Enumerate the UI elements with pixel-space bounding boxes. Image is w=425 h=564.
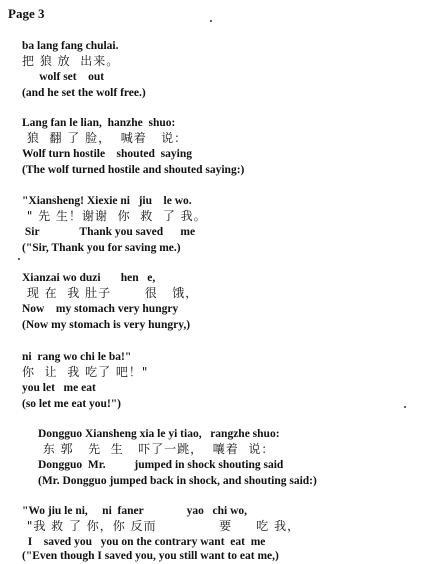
translation-line: (Now my stomach is very hungry,) <box>22 319 191 331</box>
scan-speck <box>18 258 20 260</box>
translation-line: (so let me eat you!") <box>22 398 121 410</box>
gloss-line: wolf set out <box>22 71 105 83</box>
pinyin-line: "Xiansheng! Xiexie ni jiu le wo. <box>22 195 192 207</box>
translation-line: (The wolf turned hostile and shouted saying:) <box>22 164 245 176</box>
hanzi-line: " 先 生！谢谢 你 救 了 我。 <box>22 209 207 223</box>
scan-speck <box>210 20 212 22</box>
pinyin-line: Lang fan le lian, hanzhe shuo: <box>22 117 176 129</box>
pinyin-line: Xianzai wo duzi hen e, <box>22 272 156 284</box>
gloss-line: I saved you you on the contrary want eat me <box>22 536 266 548</box>
hanzi-line: 你 让 我 吃了 吧！" <box>22 365 149 379</box>
translation-line: ("Sir, Thank you for saving me.) <box>22 242 181 254</box>
gloss-line: Sir Thank you saved me <box>22 226 196 238</box>
hanzi-line: 把 狼 放 出来。 <box>22 54 120 68</box>
gloss-line: Dongguo Mr. jumped in shock shouting said <box>38 459 284 471</box>
hanzi-line: 东 郭 先 生 吓了一跳， 嚷着 说： <box>38 442 275 456</box>
pinyin-line: "Wo jiu le ni, ni faner yao chi wo, <box>22 505 248 517</box>
translation-line: ("Even though I saved you, you still want to eat me,) <box>22 550 279 562</box>
gloss-line: Now my stomach very hungry <box>22 303 179 315</box>
hanzi-line: 现 在 我 肚子 很 饿， <box>22 286 199 300</box>
pinyin-line: ba lang fang chulai. <box>22 40 119 52</box>
scan-speck <box>404 406 406 408</box>
hanzi-line: "我 救 了 你，你 反而 要 吃 我， <box>22 519 301 533</box>
hanzi-line: 狼 翻 了 脸， 喊着 说： <box>22 131 188 145</box>
translation-line: (and he set the wolf free.) <box>22 87 146 99</box>
gloss-line: you let me eat <box>22 382 96 394</box>
page-title: Page 3 <box>8 6 45 21</box>
translation-line: (Mr. Dongguo jumped back in shock, and shouting said:) <box>38 475 317 487</box>
pinyin-line: ni rang wo chi le ba!" <box>22 351 132 363</box>
pinyin-line: Dongguo Xiansheng xia le yi tiao, rangzhe shuo: <box>38 428 280 440</box>
gloss-line: Wolf turn hostile shouted saying <box>22 148 192 160</box>
